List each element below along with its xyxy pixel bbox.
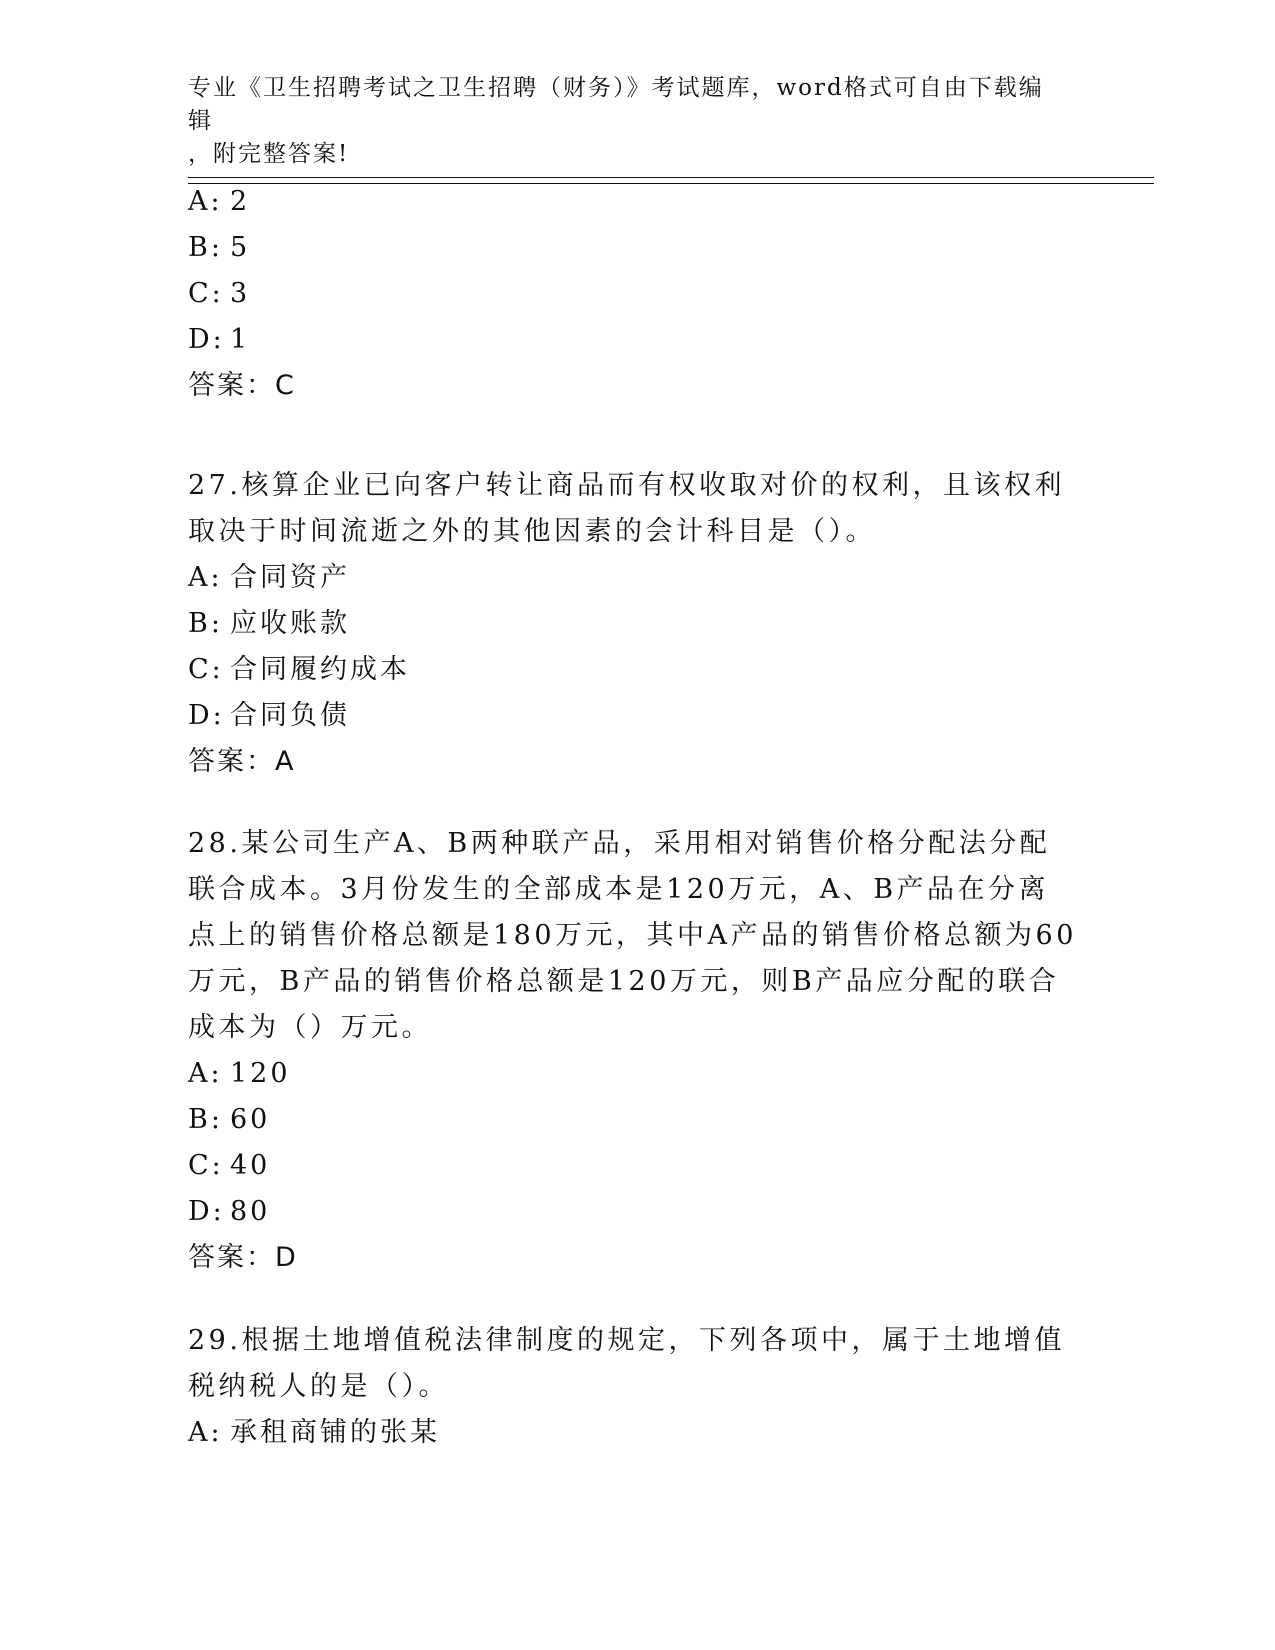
option-text: 60 xyxy=(230,1104,271,1135)
question-stem: 29.根据土地增值税法律制度的规定，下列各项中，属于土地增值税纳税人的是（）。 xyxy=(188,1325,1065,1402)
option-letter: B: xyxy=(188,608,223,639)
option-letter: A: xyxy=(188,1417,223,1448)
option-text: 120 xyxy=(230,1058,291,1089)
question-stem: 28.某公司生产A、B两种联产品，采用相对销售价格分配法分配联合成本。3月份发生的全部成本是120万元，A、B产品在分离点上的销售价格总额是180万元，其中A产品的销售价格总额为60万元，B产品的销售价格总额是120万元，则B产品应分配的联合成本为（）万元。 xyxy=(188,828,1077,1043)
option-letter: A: xyxy=(188,186,223,217)
option-d xyxy=(188,317,1088,363)
option-text: 合同资产 xyxy=(230,562,350,593)
option-letter: C: xyxy=(188,278,224,309)
option-d xyxy=(188,1189,1088,1235)
option-b xyxy=(188,601,1088,647)
option-letter: D: xyxy=(188,1196,225,1227)
option-b xyxy=(188,225,1088,271)
option-a xyxy=(188,1410,1088,1456)
header-rule-top xyxy=(188,177,1154,178)
option-letter: C: xyxy=(188,654,224,685)
question-26 xyxy=(188,179,1088,409)
header-line-2: ，附完整答案! xyxy=(188,141,350,167)
option-letter: A: xyxy=(188,562,223,593)
option-letter: D: xyxy=(188,324,225,355)
question-28 xyxy=(188,821,1088,1281)
option-text: 合同履约成本 xyxy=(230,654,410,685)
option-letter: B: xyxy=(188,232,223,263)
option-text: 承租商铺的张某 xyxy=(230,1417,440,1448)
option-a xyxy=(188,179,1088,225)
option-text: 2 xyxy=(230,186,251,217)
option-c xyxy=(188,1143,1088,1189)
header-line-1: 专业《卫生招聘考试之卫生招聘（财务）》考试题库，word格式可自由下载编辑 xyxy=(188,75,1044,134)
option-letter: B: xyxy=(188,1104,223,1135)
question-27 xyxy=(188,463,1088,785)
option-c xyxy=(188,647,1088,693)
option-text: 40 xyxy=(230,1150,271,1181)
document-header xyxy=(188,72,1068,171)
question-29 xyxy=(188,1318,1088,1456)
option-d xyxy=(188,693,1088,739)
answer: 答案：A xyxy=(188,746,296,777)
answer: 答案：C xyxy=(188,370,296,401)
option-a xyxy=(188,1051,1088,1097)
option-text: 1 xyxy=(230,324,251,355)
answer: 答案：D xyxy=(188,1242,298,1273)
option-a xyxy=(188,555,1088,601)
question-stem: 27.核算企业已向客户转让商品而有权收取对价的权利，且该权利取决于时间流逝之外的其他因素的会计科目是（）。 xyxy=(188,470,1065,547)
option-letter: C: xyxy=(188,1150,224,1181)
option-text: 应收账款 xyxy=(230,608,350,639)
option-letter: A: xyxy=(188,1058,223,1089)
option-text: 合同负债 xyxy=(230,700,350,731)
option-c xyxy=(188,271,1088,317)
option-b xyxy=(188,1097,1088,1143)
option-text: 5 xyxy=(230,232,251,263)
option-text: 3 xyxy=(230,278,251,309)
option-letter: D: xyxy=(188,700,225,731)
option-text: 80 xyxy=(230,1196,271,1227)
